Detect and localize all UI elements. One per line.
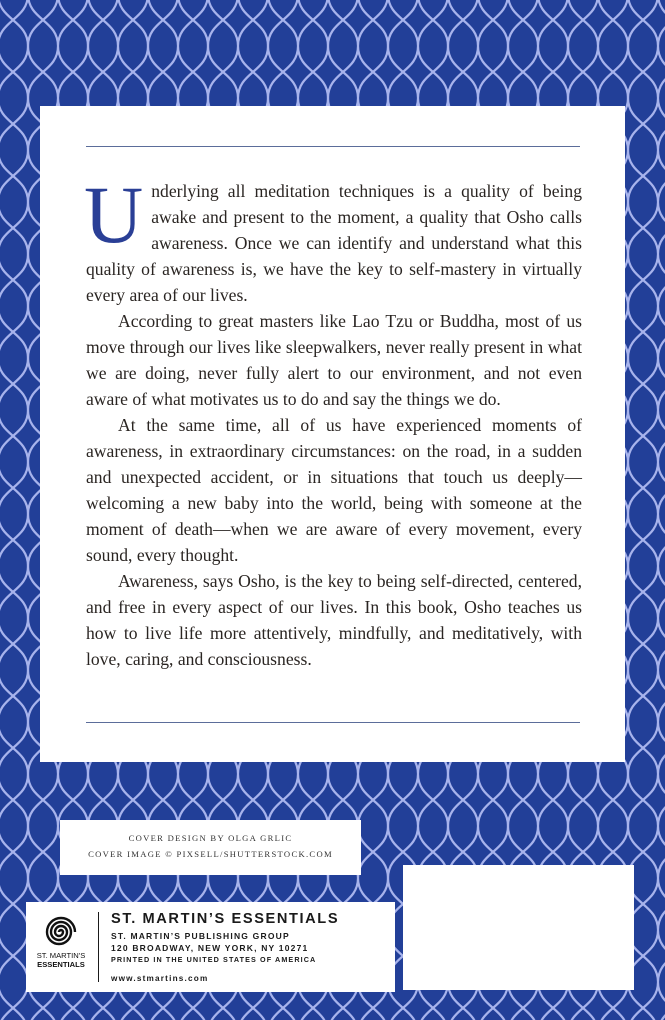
publisher-divider	[98, 912, 99, 982]
description-paragraph-4: Awareness, says Osho, is the key to being self-directed, centered, and free in every aspect of our lives. In this book, Osho teaches us how to live life more attentively, mindfully, and meditatively, with love, caring, and consciousness.	[86, 571, 582, 669]
barcode-area	[403, 865, 634, 990]
spiral-logo-icon	[41, 912, 81, 952]
cover-credits	[60, 820, 361, 875]
printed-in: PRINTED IN THE UNITED STATES OF AMERICA	[111, 955, 317, 964]
drop-cap: U	[84, 169, 144, 260]
cover-image-credit: COVER IMAGE © PIXSELL/SHUTTERSTOCK.COM	[88, 849, 333, 859]
publishing-group: ST. MARTIN’S PUBLISHING GROUP	[111, 931, 290, 941]
publisher-website[interactable]: www.stmartins.com	[111, 974, 209, 983]
publisher-info	[111, 910, 393, 985]
top-divider	[86, 146, 580, 147]
description-paragraph-1: Underlying all meditation techniques is a quality of being awake and present to the moment, a quality that Osho calls awareness. Once we can identify and understand what this quality of awareness is, we have the key to self-mastery in virtually every area of our lives.	[84, 169, 582, 305]
publisher-logo	[30, 912, 92, 984]
bottom-divider	[86, 722, 580, 723]
logo-line-1: ST. MARTIN'S	[36, 951, 86, 960]
publisher-block	[26, 902, 395, 992]
book-description	[84, 169, 582, 672]
description-paragraph-2: According to great masters like Lao Tzu or Buddha, most of us move through our lives like sleepwalkers, never really present in what we are doing, never fully alert to our environment, and not even aware of what motivates us to do and say the things we do.	[86, 311, 582, 409]
description-panel	[40, 106, 625, 762]
publisher-address: 120 BROADWAY, NEW YORK, NY 10271	[111, 943, 309, 953]
imprint-name: ST. MARTIN’S ESSENTIALS	[111, 911, 340, 927]
description-paragraph-3: At the same time, all of us have experienced moments of awareness, in extraordinary circumstances: on the road, in a sudden and unexpected accident, or in situations that touch us deeply—welcoming a new baby into the world, being with someone at the moment of death—when we are aware of every movement, every sound, every thought.	[86, 415, 582, 565]
logo-line-2: ESSENTIALS	[37, 959, 85, 969]
cover-design-credit: COVER DESIGN BY OLGA GRLIC	[128, 833, 293, 843]
